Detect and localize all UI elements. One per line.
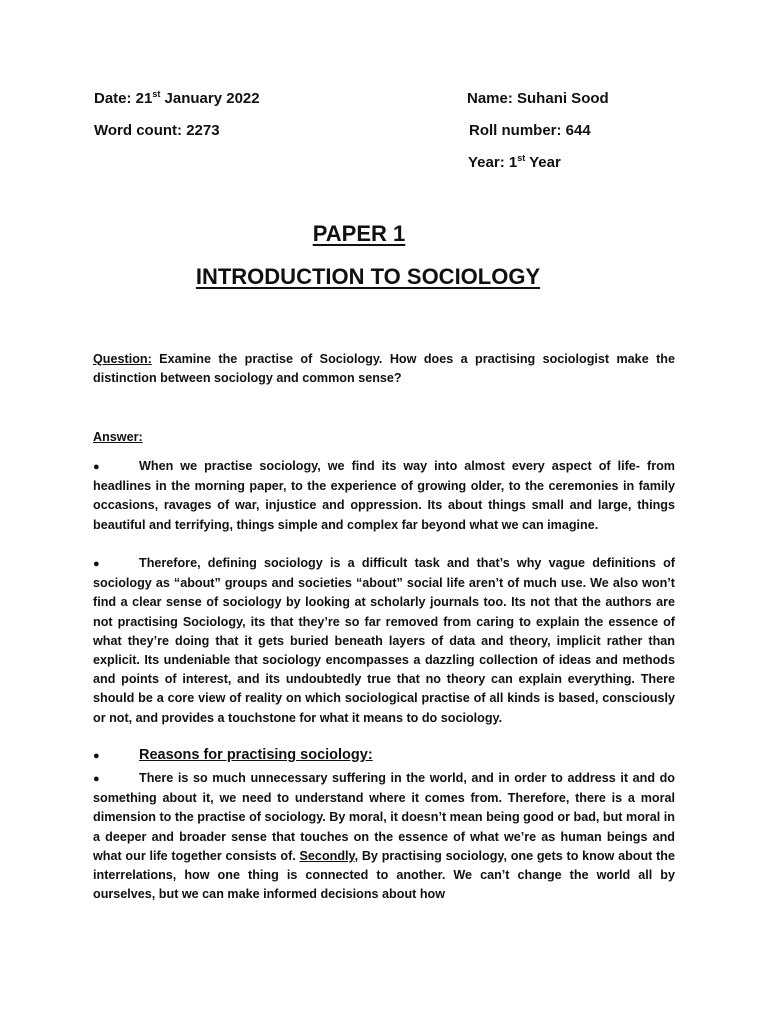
bullet-icon: ● bbox=[93, 750, 100, 762]
reasons-heading-text: Reasons for practising sociology: bbox=[139, 747, 373, 763]
date-line bbox=[94, 89, 260, 109]
question-label: Question: bbox=[93, 352, 152, 366]
year-prefix: Year: 1 bbox=[468, 154, 518, 171]
roll-number: Roll number: 644 bbox=[469, 122, 591, 139]
date-suffix: January 2022 bbox=[160, 90, 260, 107]
paragraph-1 bbox=[93, 457, 675, 535]
year-suffix: Year bbox=[525, 154, 561, 171]
paper-title: PAPER 1 bbox=[312, 221, 406, 246]
year-superscript: st bbox=[517, 153, 526, 163]
word-count: Word count: 2273 bbox=[94, 122, 220, 139]
paragraph-3 bbox=[93, 769, 675, 904]
subject-title: INTRODUCTION TO SOCIOLOGY bbox=[195, 264, 541, 289]
paragraph-3-text-b: , By practising sociology, one gets to know about the interrelations, how one thing is connected to another. We can’t change the world all by ourselves, but we can make informed decisions about how bbox=[93, 848, 675, 902]
paragraph-3-text-a: There is so much unnecessary suffering in the world, and in order to address it and do something about it, we need to understand where it comes from. Therefore, there is a moral dimension to the practise of sociology. By moral, it doesn’t mean being good or bad, but moral in a deeper and broader sense that touches on the essence of what we’re as human beings and what our life together consists of. bbox=[93, 771, 675, 863]
paragraph-2-text: Therefore, defining sociology is a difficult task and that’s why vague definitions of sociology as “about” groups and societies “about” social life aren’t of much use. We also won’t find a clear sense of sociology by looking at scholarly journals too. Its not that the authors are not practising Sociology, its that they’re so far removed from caring to explain the essence of what they’re doing that it gets buried beneath layers of data and theory, implicit rather than explicit. Its undeniable that sociology encompasses a dazzling collection of ideas and methods and points of interest, and its undoubtedly true that no theory can explain everything. There should be a core view of reality on which sociological practise of all kinds is based, consciously or not, and provides a touchstone for what it means to do sociology. bbox=[93, 556, 675, 725]
bullet-icon: ● bbox=[93, 773, 100, 785]
secondly-word: Secondly bbox=[299, 848, 355, 863]
year-line bbox=[468, 153, 561, 173]
answer-label-text: Answer: bbox=[93, 430, 143, 444]
paragraph-2 bbox=[93, 554, 675, 728]
question-block bbox=[93, 350, 675, 388]
bullet-icon: ● bbox=[93, 558, 100, 570]
question-text: Examine the practise of Sociology. How does a practising sociologist make the distinction between sociology and common sense? bbox=[93, 352, 675, 386]
bullet-icon: ● bbox=[93, 461, 100, 473]
answer-label bbox=[93, 428, 675, 447]
student-name: Name: Suhani Sood bbox=[467, 90, 609, 107]
date-superscript: st bbox=[152, 89, 161, 99]
paragraph-1-text: When we practise sociology, we find its way into almost every aspect of life- from headlines in the morning paper, to the experience of growing older, to the ceremonies in family occasions, ravages of war, injustice and oppression. Its about things small and large, things beautiful and terrifying, things simple and complex far beyond what we can imagine. bbox=[93, 459, 675, 532]
date-prefix: Date: 21 bbox=[94, 90, 153, 107]
reasons-heading bbox=[93, 745, 373, 766]
